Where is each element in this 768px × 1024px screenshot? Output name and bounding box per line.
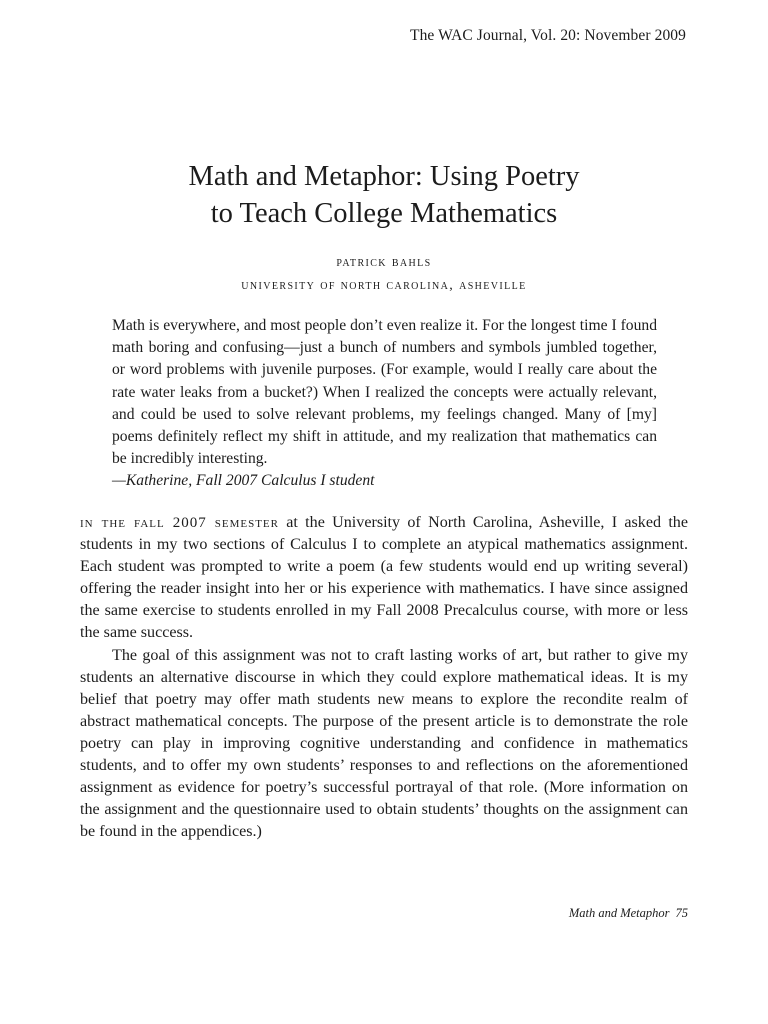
paragraph-1 [80,512,688,645]
author-name: patrick bahls [336,255,432,270]
title-line-2: to Teach College Mathematics [210,198,558,229]
footer-short-title: Math and Metaphor [568,906,670,920]
paragraph-lead-in: in the fall 2007 semester [80,515,279,531]
article-title [0,158,768,232]
author-block [0,251,768,297]
epigraph [112,315,657,493]
body-text [80,512,688,843]
running-head: The WAC Journal, Vol. 20: November 2009 [410,27,686,44]
title-line-1: Math and Metaphor: Using Poetry [188,161,580,192]
epigraph-text: Math is everywhere, and most people don’t even realize it. For the longest time I found math boring and confusing—just a bunch of numbers and symbols jumbled together, or word problems with juvenile purposes. (For example, would I really care about the rate water leaks from a bucket?) When I realized the concepts were actually relevant, and could be used to solve relevant problems, my feelings changed. Many of [my] poems definitely reflect my shift in attitude, and my realization that mathematics can be incredibly interesting. [112,317,657,468]
page-footer [569,906,688,921]
paragraph-2: The goal of this assignment was not to craft lasting works of art, but rather to give my students an alternative discourse in which they could explore mathematical ideas. It is my belief that poetry may offer math students new means to explore the recondite realm of abstract mathematical concepts. The purpose of the present article is to demonstrate the role poetry can play in improving cognitive understanding and confidence in mathematics students, and to offer my own students’ responses to and reflections on the aforementioned assignment as evidence for poetry’s successful portrayal of that role. (More information on the assignment and the questionnaire used to obtain students’ thoughts on the assignment can be found in the appendices.) [80,646,688,841]
paragraph-1-text: at the University of North Carolina, Asheville, I asked the students in my two sections of Calculus I to complete an atypical mathematics assignment. Each student was prompted to write a poem (a few students would end up writing several) offering the reader insight into her or his experience with mathematics. I have since assigned the same exercise to students enrolled in my Fall 2008 Precalculus course, with more or less the same success. [80,514,688,642]
epigraph-attribution: —Katherine, Fall 2007 Calculus I student [112,472,375,490]
page-number: 75 [675,906,688,920]
author-affiliation: university of north carolina, asheville [241,278,527,293]
